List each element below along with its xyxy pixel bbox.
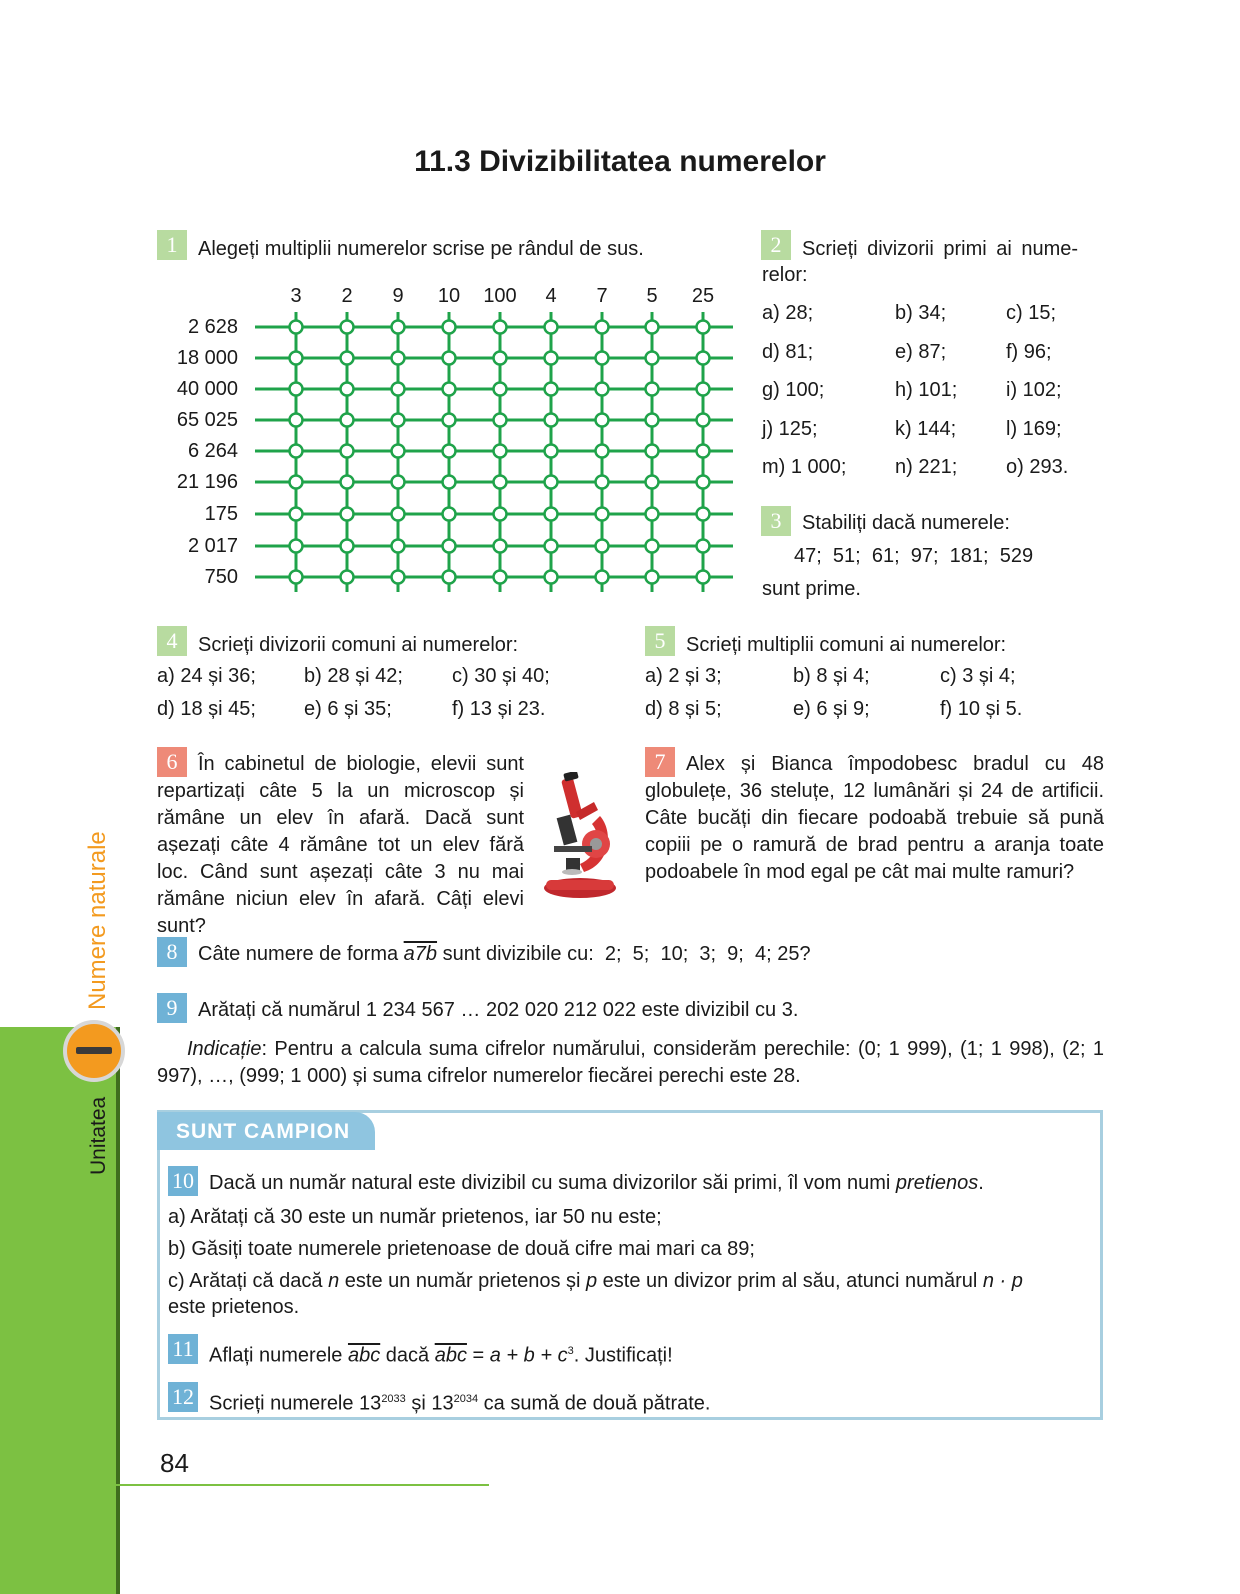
grid-node bbox=[596, 445, 609, 458]
grid-node bbox=[545, 571, 558, 584]
exercise-2-item: n) 221; bbox=[895, 456, 958, 478]
grid-node bbox=[697, 540, 710, 553]
exercise-3-text: Stabiliți dacă numerele: bbox=[802, 512, 1010, 534]
grid-node bbox=[697, 321, 710, 334]
grid-node bbox=[341, 352, 354, 365]
exercise-2-text-line1: Scrieți divizorii primi ai nume- bbox=[802, 238, 1079, 260]
exercise-number-10: 10 bbox=[168, 1166, 198, 1196]
grid-node bbox=[545, 383, 558, 396]
grid-node bbox=[341, 571, 354, 584]
exercise-number-4: 4 bbox=[157, 626, 187, 656]
chapter-label: Numere naturale bbox=[84, 831, 111, 1010]
exercise-4-item: b) 28 și 42; bbox=[304, 665, 403, 687]
grid-row-label: 750 bbox=[204, 566, 238, 588]
grid-node bbox=[392, 383, 405, 396]
exercise-2-item: c) 15; bbox=[1006, 302, 1057, 324]
grid-column-header: 100 bbox=[483, 285, 517, 307]
grid-row-label: 6 264 bbox=[187, 440, 238, 462]
grid-node bbox=[697, 414, 710, 427]
grid-node bbox=[341, 414, 354, 427]
grid-column-header: 10 bbox=[437, 285, 461, 307]
exercise-11-text: Aflați numerele $\overline{abc}$ dacă $\overline{abc} = a + b + c^3$. Justificați! bbox=[209, 1344, 673, 1367]
grid-node bbox=[646, 414, 659, 427]
grid-node bbox=[443, 321, 456, 334]
grid-node bbox=[697, 508, 710, 521]
exercise-10-c-end: este prietenos. bbox=[168, 1296, 300, 1318]
divisibility-grid bbox=[250, 310, 740, 595]
exercise-5-text: Scrieți multiplii comuni ai numerelor: bbox=[686, 634, 1007, 656]
grid-node bbox=[392, 445, 405, 458]
grid-node bbox=[494, 352, 507, 365]
grid-node bbox=[697, 445, 710, 458]
grid-column-header: 25 bbox=[691, 285, 715, 307]
grid-node bbox=[290, 352, 303, 365]
exercise-2-item: l) 169; bbox=[1006, 417, 1062, 440]
grid-node bbox=[596, 508, 609, 521]
grid-node bbox=[341, 540, 354, 553]
exercise-8-text: Câte numere de forma a7b sunt divizibile cu: 2; 5; 10; 3; 9; 4; 25? bbox=[198, 943, 811, 965]
exercise-10-a: a) Arătați că 30 este un număr prietenos, iar 50 nu este; bbox=[168, 1206, 662, 1228]
champion-title: SUNT CAMPION bbox=[176, 1120, 351, 1143]
grid-node bbox=[646, 476, 659, 489]
exercise-4-item: f) 13 și 23. bbox=[452, 698, 546, 720]
exercise-number-12: 12 bbox=[168, 1382, 198, 1412]
grid-column-header: 9 bbox=[392, 285, 404, 307]
grid-node bbox=[646, 352, 659, 365]
exercise-number-8: 8 bbox=[157, 937, 187, 967]
champion-box bbox=[157, 1110, 1103, 1420]
grid-node bbox=[443, 383, 456, 396]
grid-node bbox=[646, 508, 659, 521]
grid-node bbox=[290, 508, 303, 521]
page-number-line bbox=[116, 1484, 489, 1486]
exercise-7-text: Alex și Bianca împodobesc bradul cu 48 globulețe, 36 steluțe, 12 lumânări și 24 de artificii. Câte bucăți din fiecare podoabă trebuie să pună copiii pe o ramură de brad pentru a aranja toate podoabele în mod egal pe cât mai multe ramuri? bbox=[645, 753, 1104, 883]
exercise-5-item: f) 10 și 5. bbox=[940, 698, 1023, 720]
exercise-number-11: 11 bbox=[168, 1334, 198, 1364]
grid-node bbox=[443, 352, 456, 365]
grid-node bbox=[392, 414, 405, 427]
grid-node bbox=[494, 321, 507, 334]
grid-node bbox=[596, 414, 609, 427]
grid-row-label: 18 000 bbox=[176, 347, 238, 369]
grid-node bbox=[545, 445, 558, 458]
exercise-2-item: m) 1 000; bbox=[762, 456, 847, 478]
exercise-2-item: o) 293. bbox=[1006, 456, 1069, 478]
exercise-2-item: e) 87; bbox=[895, 340, 947, 363]
exercise-number-5: 5 bbox=[645, 626, 675, 656]
grid-node bbox=[392, 540, 405, 553]
exercise-2-item: d) 81; bbox=[762, 340, 814, 363]
grid-node bbox=[545, 476, 558, 489]
grid-node bbox=[494, 508, 507, 521]
grid-node bbox=[494, 540, 507, 553]
grid-node bbox=[443, 445, 456, 458]
grid-node bbox=[392, 571, 405, 584]
grid-node bbox=[392, 321, 405, 334]
grid-node bbox=[646, 571, 659, 584]
exercise-10-text: Dacă un număr natural este divizibil cu suma divizorilor săi primi, îl vom numi pretienos. bbox=[209, 1172, 984, 1194]
exercise-number-7: 7 bbox=[645, 747, 675, 777]
grid-node bbox=[443, 476, 456, 489]
exercise-2-item: k) 144; bbox=[895, 417, 957, 440]
exercise-5-item: c) 3 și 4; bbox=[940, 665, 1016, 687]
exercise-3-numbers: 47; 51; 61; 97; 181; 529 bbox=[794, 545, 1034, 567]
grid-node bbox=[494, 383, 507, 396]
grid-row-label: 65 025 bbox=[176, 409, 238, 431]
grid-node bbox=[646, 540, 659, 553]
exercise-number-9: 9 bbox=[157, 993, 187, 1023]
page-title: 11.3 Divizibilitatea numerelor bbox=[414, 145, 826, 178]
sidebar-edge bbox=[116, 1027, 120, 1594]
grid-node bbox=[545, 414, 558, 427]
exercise-10-b: b) Găsiți toate numerele prietenoase de două cifre mai mari ca 89; bbox=[168, 1238, 755, 1260]
exercise-2-item: b) 34; bbox=[895, 302, 947, 324]
grid-column-header: 5 bbox=[646, 285, 658, 307]
exercise-2-text-line2: relor: bbox=[762, 264, 808, 286]
exercise-9-hint: Indicație: Pentru a calcula suma cifrelor numărului, considerăm perechile: (0; 1 999), (1; 1 998), (2; 1 997), …, (999; 1 000) și suma cifrelor numerelor fiecărei perechi este 28. bbox=[157, 1038, 1104, 1087]
grid-node bbox=[341, 476, 354, 489]
exercise-2-item: h) 101; bbox=[895, 379, 958, 401]
grid-row-label: 21 196 bbox=[176, 471, 238, 493]
grid-node bbox=[290, 383, 303, 396]
grid-node bbox=[494, 414, 507, 427]
grid-node bbox=[341, 383, 354, 396]
grid-node bbox=[392, 508, 405, 521]
exercise-number-1: 1 bbox=[157, 230, 187, 260]
exercise-2-item: g) 100; bbox=[762, 379, 825, 401]
grid-node bbox=[290, 571, 303, 584]
grid-node bbox=[697, 383, 710, 396]
grid-node bbox=[494, 476, 507, 489]
exercise-9-text: Arătați că numărul 1 234 567 … 202 020 212 022 este divizibil cu 3. bbox=[198, 999, 799, 1021]
exercise-5-item: a) 2 și 3; bbox=[645, 665, 722, 687]
exercise-4-item: c) 30 și 40; bbox=[452, 665, 550, 687]
grid-node bbox=[646, 445, 659, 458]
exercise-2-item: f) 96; bbox=[1006, 340, 1052, 363]
exercise-2-item: j) 125; bbox=[762, 417, 818, 440]
exercise-number-6: 6 bbox=[157, 747, 187, 777]
grid-node bbox=[545, 540, 558, 553]
grid-row-label: 175 bbox=[204, 503, 238, 525]
exercise-2-item: i) 102; bbox=[1006, 379, 1062, 401]
exercise-number-3: 3 bbox=[761, 506, 791, 536]
grid-node bbox=[596, 383, 609, 396]
grid-node bbox=[596, 321, 609, 334]
exercise-3-text-end: sunt prime. bbox=[762, 578, 861, 600]
grid-node bbox=[290, 540, 303, 553]
grid-node bbox=[596, 352, 609, 365]
exercise-4-item: d) 18 și 45; bbox=[157, 698, 256, 720]
exercise-number-2: 2 bbox=[761, 230, 791, 260]
grid-node bbox=[494, 571, 507, 584]
grid-node bbox=[443, 508, 456, 521]
unit-label: Unitatea bbox=[87, 1096, 110, 1175]
grid-node bbox=[596, 540, 609, 553]
exercise-4-item: a) 24 și 36; bbox=[157, 665, 256, 687]
grid-node bbox=[646, 321, 659, 334]
unit-number-one-icon bbox=[76, 1047, 112, 1054]
grid-node bbox=[697, 352, 710, 365]
grid-node bbox=[443, 571, 456, 584]
grid-column-header: 7 bbox=[596, 285, 608, 307]
grid-node bbox=[443, 414, 456, 427]
grid-node bbox=[596, 476, 609, 489]
overline-number-a7b: a7b bbox=[403, 943, 438, 965]
grid-node bbox=[290, 321, 303, 334]
grid-node bbox=[494, 445, 507, 458]
grid-node bbox=[341, 445, 354, 458]
grid-node bbox=[290, 414, 303, 427]
grid-column-header: 2 bbox=[341, 285, 353, 307]
grid-node bbox=[545, 321, 558, 334]
exercise-2-item: a) 28; bbox=[762, 302, 814, 324]
grid-node bbox=[545, 352, 558, 365]
grid-node bbox=[545, 508, 558, 521]
grid-node bbox=[290, 445, 303, 458]
grid-node bbox=[646, 383, 659, 396]
grid-node bbox=[341, 321, 354, 334]
exercise-5-item: e) 6 și 9; bbox=[793, 698, 870, 720]
grid-node bbox=[596, 571, 609, 584]
grid-node bbox=[392, 352, 405, 365]
grid-row-label: 40 000 bbox=[176, 378, 238, 400]
exercise-4-item: e) 6 și 35; bbox=[304, 698, 392, 720]
grid-column-header: 3 bbox=[290, 285, 302, 307]
grid-row-label: 2 628 bbox=[187, 316, 238, 338]
page-number: 84 bbox=[160, 1448, 189, 1478]
grid-node bbox=[341, 508, 354, 521]
grid-node bbox=[697, 476, 710, 489]
exercise-10-c: c) Arătați că dacă n este un număr prietenos și p este un divizor prim al său, atunci numărul n · p bbox=[168, 1270, 1023, 1292]
exercise-5-item: b) 8 și 4; bbox=[793, 665, 870, 687]
exercise-6-text: În cabinetul de biologie, elevii sunt repartizați câte 5 la un microscop și rămâne un elev în afară. Dacă sunt așezați câte 4 rămâne tot un elev fără loc. Când sunt așezați câte 3 nu mai rămâne niciun elev în afară. Câți elevi sunt? bbox=[157, 753, 524, 937]
grid-node bbox=[392, 476, 405, 489]
grid-column-header: 4 bbox=[545, 285, 557, 307]
grid-row-label: 2 017 bbox=[187, 535, 238, 557]
grid-node bbox=[697, 571, 710, 584]
exercise-5-item: d) 8 și 5; bbox=[645, 698, 722, 720]
grid-node bbox=[443, 540, 456, 553]
microscope-icon bbox=[540, 772, 620, 900]
exercise-12-text: Scrieți numerele $13^{2033}$ și $13^{2034}$ ca sumă de două pătrate. bbox=[209, 1392, 711, 1415]
grid-node bbox=[290, 476, 303, 489]
exercise-4-text: Scrieți divizorii comuni ai numerelor: bbox=[198, 634, 519, 656]
exercise-1-text: Alegeți multiplii numerelor scrise pe rândul de sus. bbox=[198, 238, 644, 260]
